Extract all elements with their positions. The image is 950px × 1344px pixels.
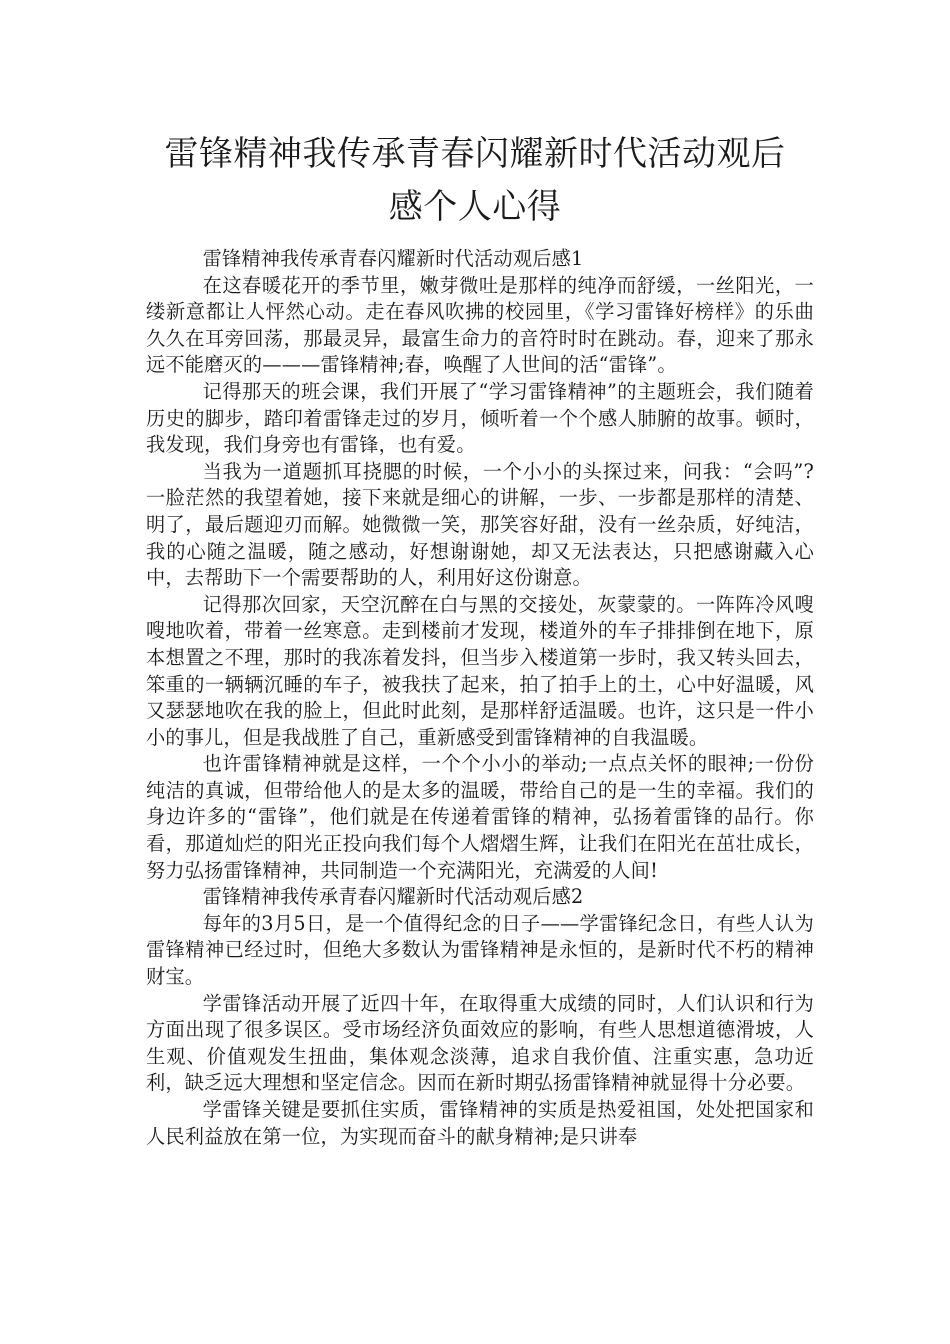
paragraph: 每年的3月5日，是一个值得纪念的日子——学雷锋纪念日，有些人认为雷锋精神已经过时，但绝大多数认为雷锋精神是永恒的，是新时代不朽的精神财宝。 bbox=[146, 911, 814, 989]
paragraph: 在这春暖花开的季节里，嫩芽微吐是那样的纯净而舒缓，一丝阳光，一缕新意都让人怦然心动。走在春风吹拂的校园里，《学习雷锋好榜样》的乐曲久久在耳旁回荡，那最灵异，最富生命力的音符时时在跳动。春，迎来了那永远不能磨灭的———雷锋精神;春，唤醒了人世间的活“雷锋”。 bbox=[146, 273, 814, 377]
paragraph: 记得那次回家，天空沉醉在白与黑的交接处，灰蒙蒙的。一阵阵冷风嗖嗖地吹着，带着一丝寒意。走到楼前才发现，楼道外的车子排排倒在地下，原本想置之不理，那时的我冻着发抖，但当步入楼道第一步时，我又转头回去，笨重的一辆辆沉睡的车子，被我扶了起来，拍了拍手上的土，心中好温暖，风又瑟瑟地吹在我的脸上，但此时此刻，是那样舒适温暖。也许，这只是一件小小的事儿，但是我战胜了自己，重新感受到雷锋精神的自我温暖。 bbox=[146, 592, 814, 749]
page-title bbox=[140, 128, 810, 234]
section-heading-1: 雷锋精神我传承青春闪耀新时代活动观后感1 bbox=[202, 247, 584, 270]
paragraph: 学雷锋活动开展了近四十年，在取得重大成绩的同时，人们认识和行为方面出现了很多误区。受市场经济负面效应的影响，有些人思想道德滑坡，人生观、价值观发生扭曲，集体观念淡薄，追求自我价值、注重实惠，急功近利，缺乏远大理想和坚定信念。因而在新时期弘扬雷锋精神就显得十分必要。 bbox=[146, 991, 814, 1095]
section-heading-2: 雷锋精神我传承青春闪耀新时代活动观后感2 bbox=[202, 885, 584, 909]
paragraph: 当我为一道题抓耳挠腮的时候，一个小小的头探过来，问我：“会吗”?一脸茫然的我望着她，接下来就是细心的讲解，一步、一步都是那样的清楚、明了，最后题迎刃而解。她微微一笑，那笑容好甜，没有一丝杂质，好纯洁，我的心随之温暖，随之感动，好想谢谢她，却又无法表达，只把感谢藏入心中，去帮助下一个需要帮助的人，利用好这份谢意。 bbox=[146, 459, 814, 590]
paragraph: 也许雷锋精神就是这样，一个个小小的举动;一点点关怀的眼神;一份份纯洁的真诚，但带给他人的是太多的温暖，带给自己的是一生的幸福。我们的身边许多的“雷锋”，他们就是在传递着雷锋的精神，弘扬着雷锋的品行。你看，那道灿烂的阳光正投向我们每个人熠熠生辉，让我们在阳光在茁壮成长，努力弘扬雷锋精神，共同制造一个充满阳光，充满爱的人间! bbox=[146, 752, 814, 882]
title-line-1: 雷锋精神我传承青春闪耀新时代活动观后 bbox=[164, 134, 786, 174]
document-body bbox=[146, 246, 814, 1150]
paragraph: 学雷锋关键是要抓住实质，雷锋精神的实质是热爱祖国，处处把国家和人民利益放在第一位，为实现而奋斗的献身精神;是只讲奉 bbox=[146, 1098, 814, 1148]
paragraph: 记得那天的班会课，我们开展了“学习雷锋精神”的主题班会，我们随着历史的脚步，踏印着雷锋走过的岁月，倾听着一个个感人肺腑的故事。顿时，我发现，我们身旁也有雷锋，也有爱。 bbox=[146, 379, 814, 457]
title-line-2: 感个人心得 bbox=[388, 187, 562, 227]
